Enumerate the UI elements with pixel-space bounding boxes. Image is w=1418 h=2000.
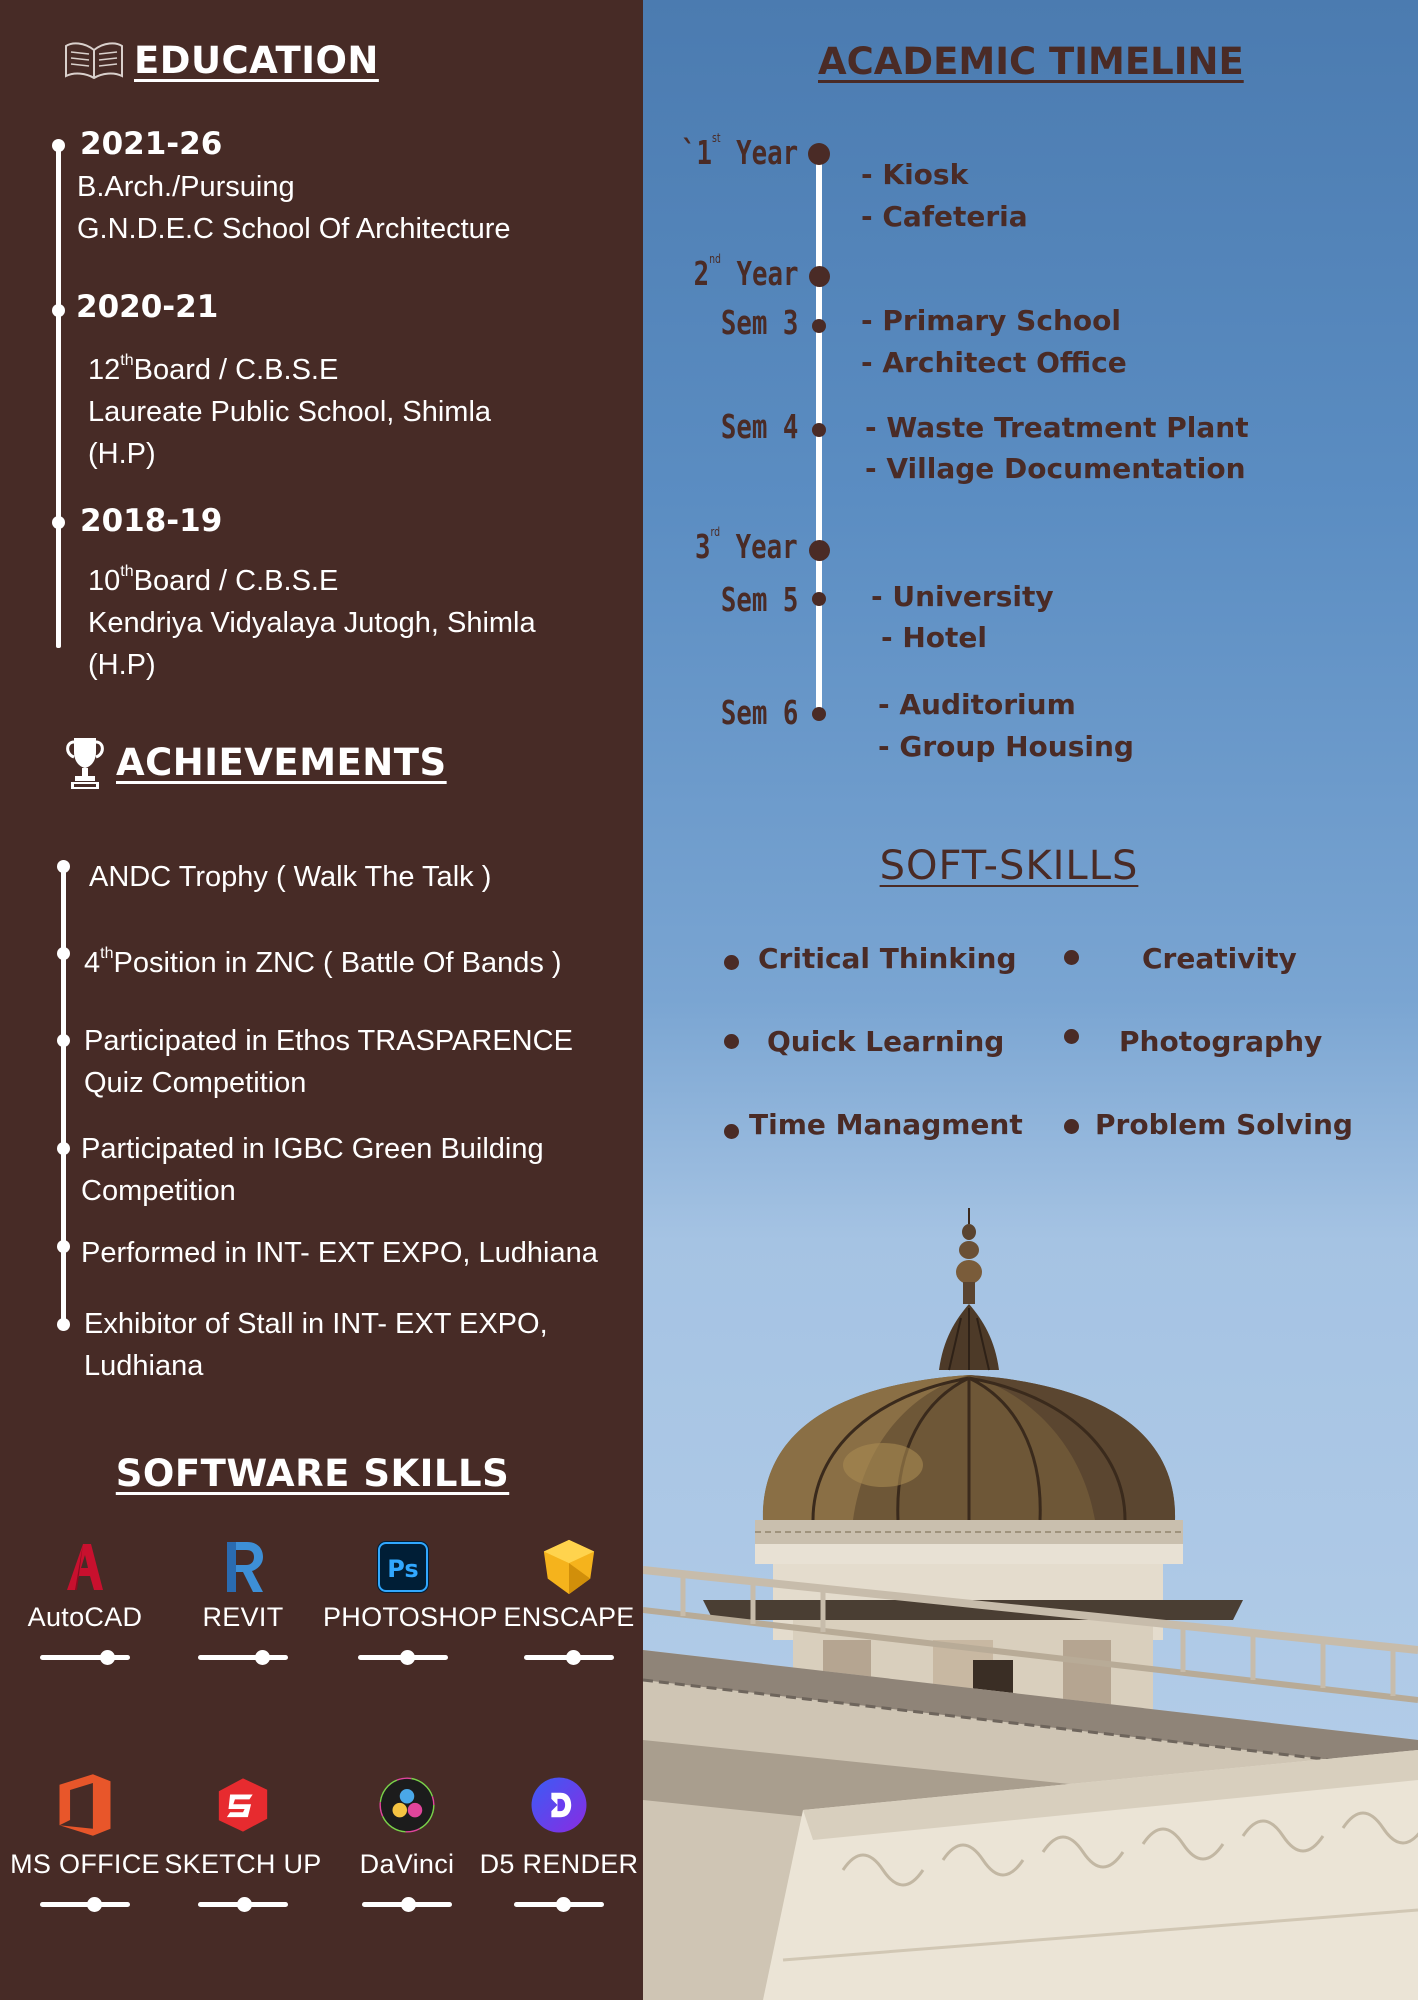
davinci-icon [378, 1767, 436, 1843]
software-autocad: AutoCAD [5, 1538, 165, 1660]
software-skills-title: SOFTWARE SKILLS [115, 1452, 510, 1495]
education-year: 2021-26 [80, 126, 223, 162]
skill-level-slider [514, 1902, 604, 1907]
education-dot [52, 304, 65, 317]
achievements-timeline-line [61, 862, 66, 1326]
timeline-project: - Village Documentation [865, 452, 1246, 485]
soft-skill: Critical Thinking [758, 942, 1017, 975]
timeline-project: - Kiosk [861, 158, 969, 191]
software-enscape: ENSCAPE [489, 1538, 649, 1660]
education-title: EDUCATION [134, 38, 379, 82]
achievement-dot [57, 1034, 70, 1047]
skill-level-knob [556, 1897, 571, 1912]
timeline-year-label: 2nd Year [693, 252, 798, 293]
timeline-sem-dot [812, 707, 826, 721]
skill-level-knob [401, 1897, 416, 1912]
skill-level-slider [198, 1655, 288, 1660]
software-ms-office: MS OFFICE [5, 1767, 165, 1907]
skill-level-slider [40, 1655, 130, 1660]
skill-level-knob [237, 1897, 252, 1912]
soft-skill: Photography [1119, 1025, 1323, 1058]
right-panel [643, 0, 1418, 2000]
achievement-dot [57, 1318, 70, 1331]
education-degree: B.Arch./Pursuing G.N.D.E.C School Of Architecture [77, 171, 511, 245]
timeline-project: - Waste Treatment Plant [865, 411, 1249, 444]
skill-level-slider [198, 1902, 288, 1907]
timeline-project: - Group Housing [878, 730, 1134, 763]
skill-level-knob [100, 1650, 115, 1665]
soft-skills-title: SOFT-SKILLS [879, 843, 1139, 889]
education-dot [52, 139, 65, 152]
skill-bullet [1064, 950, 1079, 965]
timeline-sem-label: Sem 6 [720, 693, 798, 732]
timeline-project: - Primary School [861, 304, 1121, 337]
achievement-item: ANDC Trophy ( Walk The Talk ) [89, 861, 492, 893]
soft-skill: Quick Learning [767, 1025, 1005, 1058]
svg-text:Ps: Ps [387, 1555, 419, 1583]
d5-render-icon [530, 1767, 588, 1843]
ms-office-icon [56, 1767, 114, 1843]
academic-timeline-title: ACADEMIC TIMELINE [818, 40, 1244, 83]
skill-level-slider [524, 1655, 614, 1660]
achievement-dot [57, 947, 70, 960]
timeline-year-label: 3rd Year [695, 525, 798, 566]
software-photoshop: Ps PHOTOSHOP [323, 1538, 483, 1660]
timeline-project: - Cafeteria [861, 200, 1028, 233]
timeline-project: - Hotel [881, 621, 988, 654]
skill-level-slider [358, 1655, 448, 1660]
education-timeline-line [56, 140, 61, 648]
skill-level-knob [255, 1650, 270, 1665]
software-skills-header [0, 1452, 625, 1495]
education-school: 10thBoard / C.B.S.E Kendriya Vidyalaya Jutogh, Shimla (H.P) [88, 563, 536, 681]
skill-bullet [724, 955, 739, 970]
photoshop-icon [374, 1538, 432, 1596]
timeline-year-dot [809, 266, 830, 287]
skill-bullet [724, 1124, 739, 1139]
timeline-sem-label: Sem 4 [720, 407, 798, 446]
timeline-year-label: `1st Year [680, 131, 798, 172]
software-sketchup: SKETCH UP [163, 1767, 323, 1907]
software-d5-render: D5 RENDER [479, 1767, 639, 1907]
achievement-item: 4thPosition in ZNC ( Battle Of Bands ) [84, 945, 562, 979]
autocad-icon [56, 1538, 114, 1596]
achievement-item: Performed in INT- EXT EXPO, Ludhiana [81, 1237, 598, 1269]
timeline-sem-label: Sem 3 [720, 303, 798, 342]
soft-skill: Problem Solving [1095, 1108, 1353, 1141]
soft-skill: Time Managment [749, 1108, 1023, 1141]
skill-level-knob [566, 1650, 581, 1665]
achievement-item: Participated in IGBC Green Building Competition [81, 1133, 544, 1207]
education-school: 12thBoard / C.B.S.E Laureate Public School, Shimla (H.P) [88, 352, 492, 470]
timeline-project: - Architect Office [861, 346, 1127, 379]
open-book-icon [62, 38, 126, 82]
timeline-project: - University [871, 580, 1054, 613]
software-revit: REVIT [163, 1538, 323, 1660]
timeline-sem-label: Sem 5 [720, 580, 798, 619]
dome-photo [643, 1180, 1418, 2000]
skill-level-slider [362, 1902, 452, 1907]
timeline-sem-dot [812, 423, 826, 437]
achievement-dot [57, 1142, 70, 1155]
education-year: 2018-19 [80, 503, 223, 539]
skill-bullet [1064, 1119, 1079, 1134]
achievement-dot [57, 860, 70, 873]
software-davinci: DaVinci [327, 1767, 487, 1907]
timeline-sem-dot [812, 319, 826, 333]
education-year: 2020-21 [76, 289, 219, 325]
soft-skill: Creativity [1142, 942, 1297, 975]
enscape-icon [540, 1538, 598, 1596]
trophy-icon [62, 734, 108, 790]
skill-bullet [724, 1034, 739, 1049]
timeline-year-dot [809, 540, 830, 561]
achievements-title: ACHIEVEMENTS [116, 740, 447, 784]
skill-level-knob [87, 1897, 102, 1912]
achievement-item: Exhibitor of Stall in INT- EXT EXPO, Ludhiana [84, 1308, 548, 1382]
education-header [62, 38, 379, 82]
education-dot [52, 516, 65, 529]
timeline-project: - Auditorium [878, 688, 1076, 721]
sketchup-icon [214, 1767, 272, 1843]
achievement-dot [57, 1240, 70, 1253]
timeline-sem-dot [812, 592, 826, 606]
revit-icon [214, 1538, 272, 1596]
achievement-item: Participated in Ethos TRASPARENCE Quiz Competition [84, 1025, 573, 1099]
skill-bullet [1064, 1029, 1079, 1044]
left-panel [0, 0, 643, 2000]
timeline-year-dot [808, 143, 830, 165]
skill-level-slider [40, 1902, 130, 1907]
skill-level-knob [400, 1650, 415, 1665]
achievements-header [62, 734, 447, 790]
